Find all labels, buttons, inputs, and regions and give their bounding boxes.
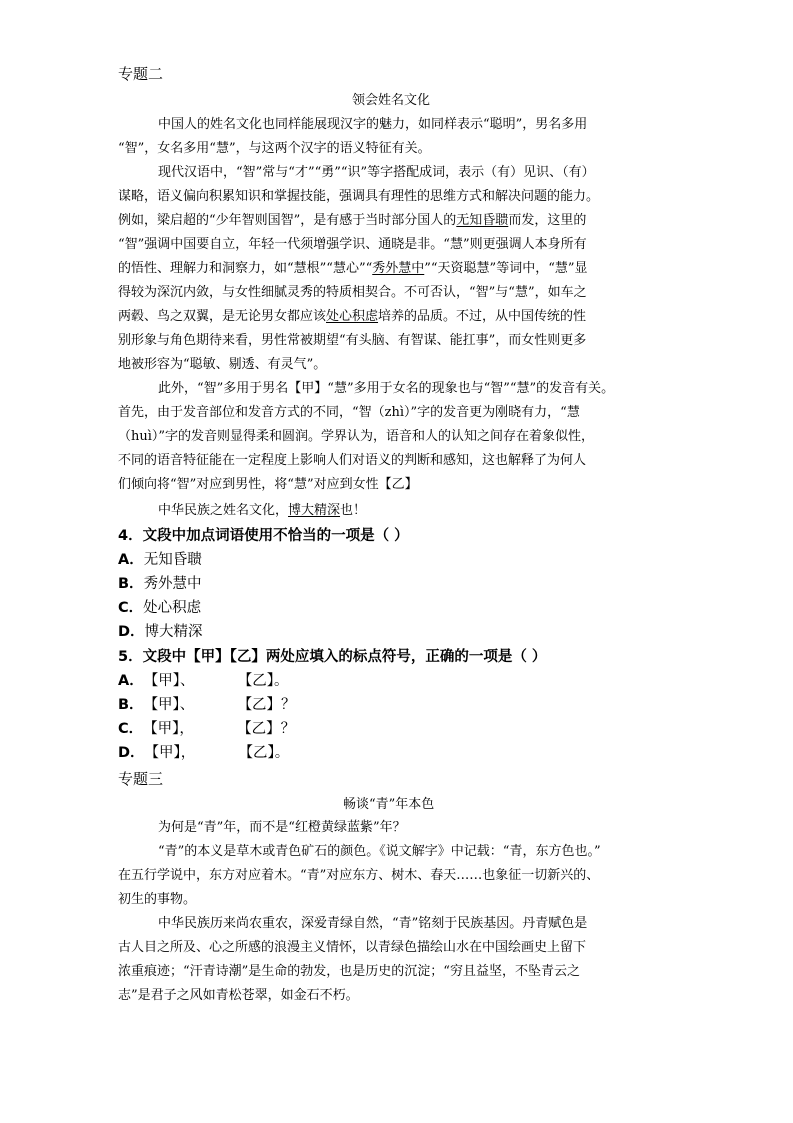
paragraph-line: 为何是“青”年，而不是“红橙黄绿蓝紫”年？ <box>158 820 406 835</box>
option-yi: 【乙】？ <box>237 697 296 713</box>
question-4-option-d <box>118 623 203 641</box>
paragraph-line: “智”，女名多用“慧”，与这两个汉字的语义特征有关。 <box>118 141 431 156</box>
paragraph-line: 中国人的姓名文化也同样能展现汉字的魅力，如同样表示“聪明”，男名多用 <box>158 117 588 132</box>
text-span: 而发，这里的 <box>508 213 587 228</box>
text-span: 两毂、鸟之双翼，是无论男女都应该 <box>118 309 327 324</box>
paragraph-line: 们倾向将“智”对应到男性，将“慧”对应到女性【乙】 <box>118 477 418 492</box>
option-jia: 【甲】， <box>144 745 196 761</box>
paragraph-line: 别形象与角色期待来看，男性常被期望“有头脑、有智谋、能扛事”，而女性则更多 <box>118 333 587 348</box>
section-heading: 专题二 <box>118 65 164 83</box>
option-text: 处心积虑 <box>143 600 202 616</box>
paragraph-line <box>118 261 587 277</box>
paragraph-line: 不同的语音特征能在一定程度上影响人们对语义的判断和感知，这也解释了为何人 <box>118 453 587 468</box>
text-span: 的悟性、理解力和洞察力，如“慧根”“慧心”“ <box>118 261 373 276</box>
paragraph-line: （huì）”字的发音则显得柔和圆润。学界认为，语音和人的认知之间存在着象似性， <box>118 429 595 444</box>
question-5-option-b <box>118 696 296 714</box>
underlined-term: 无知昏聩 <box>456 213 509 228</box>
question-5-option-a <box>118 672 288 690</box>
text-span: ”“天资聪慧”等词中，“慧”显 <box>424 261 588 276</box>
option-jia: 【甲】， <box>143 721 194 737</box>
question-4-option-c <box>118 599 201 617</box>
text-span: 中华民族之姓名文化， <box>158 503 289 518</box>
question-5-option-d <box>118 744 289 762</box>
paragraph-line: 现代汉语中，“智”常与“才”“勇”“识”等字搭配成词，表示（有）见识、（有） <box>158 165 595 180</box>
section-heading: 专题三 <box>118 770 164 788</box>
option-letter: D． <box>118 624 145 640</box>
underlined-term: 秀外慧中 <box>372 261 425 276</box>
option-letter: B． <box>118 697 144 713</box>
article-title: 领会姓名文化 <box>352 93 431 108</box>
paragraph-line <box>118 309 586 325</box>
paragraph-line: 初生的事物。 <box>118 892 197 907</box>
option-text: 博大精深 <box>144 624 203 640</box>
question-5-stem: 5．文段中【甲】【乙】两处应填入的标点符号，正确的一项是（ ） <box>118 649 547 665</box>
paragraph-line: 古人目之所及、心之所感的浪漫主义情怀，以青绿色描绘山水在中国绘画史上留下 <box>118 940 587 955</box>
underlined-term: 处心积虑 <box>326 309 379 324</box>
option-jia: 【甲】、 <box>143 673 195 689</box>
paragraph-line: 地被形容为“聪敏、剔透、有灵气”。 <box>118 357 327 372</box>
option-letter: B． <box>118 576 144 592</box>
option-yi: 【乙】。 <box>238 745 290 761</box>
paragraph-line <box>158 503 366 519</box>
paragraph-line: 志”是君子之风如青松苍翠，如金石不朽。 <box>118 988 359 1003</box>
option-text: 无知昏聩 <box>143 552 202 568</box>
article-title: 畅谈“青”年本色 <box>343 797 435 812</box>
paragraph-line: 谋略，语义偏向积累知识和掌握技能，强调具有理性的思维方式和解决问题的能力。 <box>118 189 600 204</box>
paragraph-line: 此外，“智”多用于男名【甲】“慧”多用于女名的现象也与“智”“慧”的发音有关。 <box>158 381 615 396</box>
text-span: 培养的品质。不过，从中国传统的性 <box>378 309 587 324</box>
question-4-option-b <box>118 575 202 593</box>
paragraph-line <box>118 213 586 229</box>
paragraph-line: 浓重痕迹；“汗青诗潮”是生命的勃发，也是历史的沉淀；“穷且益坚，不坠青云之 <box>118 964 580 979</box>
paragraph-line: “智”强调中国要自立，年轻一代须增强学识、通晓是非。“慧”则更强调人本身所有 <box>118 237 587 252</box>
underlined-term: 博大精深 <box>288 503 341 518</box>
paragraph-line: 首先，由于发音部位和发音方式的不同，“智（zhì）”字的发音更为刚晓有力，“慧 <box>118 405 580 420</box>
paragraph-line: 中华民族历来尚农重农，深爱青绿自然，“青”铭刻于民族基因。丹青赋色是 <box>158 916 588 931</box>
option-yi: 【乙】。 <box>237 673 289 689</box>
paragraph-line: 在五行学说中，东方对应着木。“青”对应东方、树木、春天……也象征一切新兴的、 <box>118 868 600 883</box>
option-yi: 【乙】？ <box>237 721 296 737</box>
option-letter: D． <box>118 745 145 761</box>
paragraph-line: “青”的本义是草木或青色矿石的颜色。《说文解字》中记载：“青，东方色也。” <box>158 844 601 859</box>
option-letter: C． <box>118 600 144 616</box>
option-letter: A． <box>118 552 144 568</box>
text-span: 例如，梁启超的“少年智则国智”，是有感于当时部分国人的 <box>118 213 457 228</box>
question-4-option-a <box>118 551 202 569</box>
option-jia: 【甲】、 <box>143 697 195 713</box>
text-span: 也！ <box>340 503 367 518</box>
paragraph-line: 得较为深沉内敛，与女性细腻灵秀的特质相契合。不可否认，“智”与“慧”，如车之 <box>118 285 587 300</box>
question-4-stem: 4．文段中加点词语使用不恰当的一项是（ ） <box>118 528 409 544</box>
option-letter: C． <box>118 721 144 737</box>
option-letter: A． <box>118 673 144 689</box>
question-5-option-c <box>118 720 295 738</box>
option-text: 秀外慧中 <box>143 576 202 592</box>
